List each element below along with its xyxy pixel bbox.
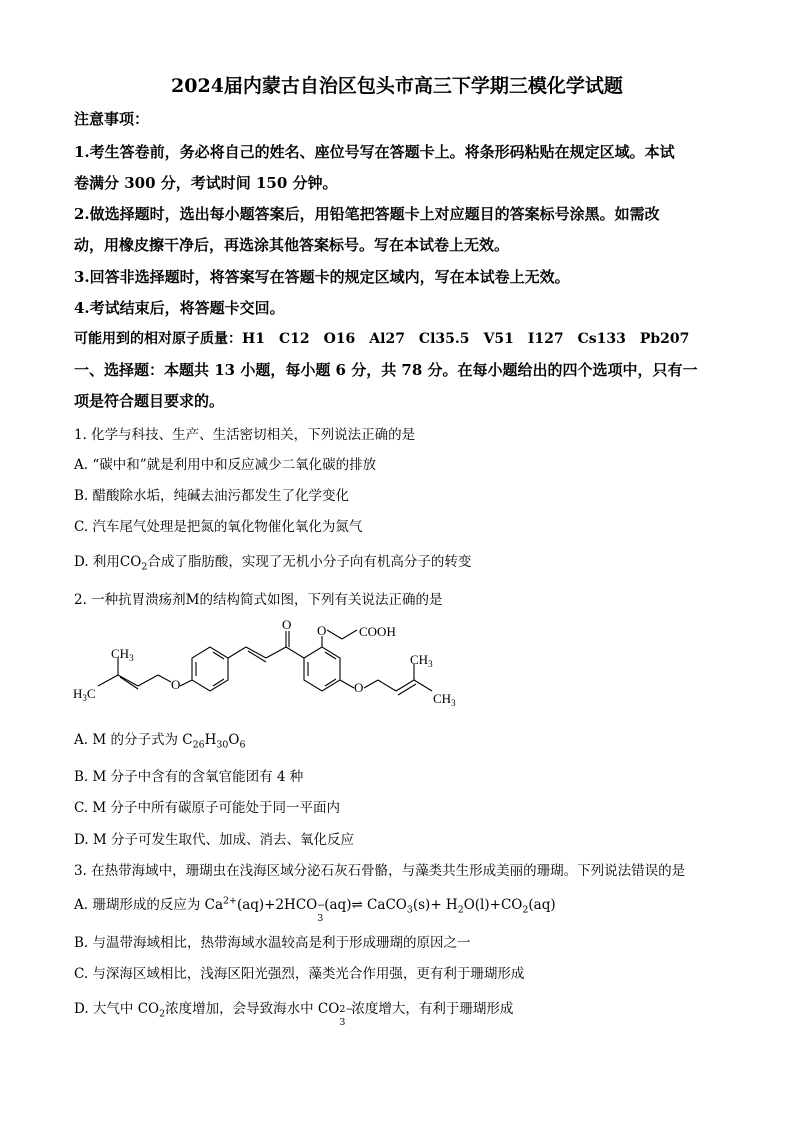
- q1-option-d: D. 利用$CO_2$合成了脂肪酸，实现了无机小分子向有机高分子的转变: [74, 554, 472, 573]
- q3-option-d: D. 大气中 $CO_2$浓度增加，会导致海水中 CO 2− 3 浓度增大，有利于珊瑚形成: [74, 1001, 514, 1028]
- q2-structure-diagram: [70, 618, 490, 718]
- struct-ether-o2: O: [171, 677, 181, 692]
- q3-option-c: C. 与深海区域相比，浅海区阳光强烈，藻类光合作用强，更有利于珊瑚形成: [74, 966, 525, 982]
- q2-option-a: A. M 的分子式为 $C_{26}H_{30}O_6$: [74, 732, 246, 751]
- q3-option-a: A. 珊瑚形成的反应为 $Ca^{2+}(aq)+2HCO$ − 3 (aq)⇌ CaCO$_3$(s)+ $H_2O(l)+CO_2(aq)$: [74, 895, 556, 924]
- struct-cooh: COOH: [359, 624, 396, 639]
- q2-option-c: C. M 分子中所有碳原子可能处于同一平面内: [74, 800, 341, 816]
- q1-option-a: A. “碳中和”就是利用中和反应减少二氧化碳的排放: [74, 457, 377, 473]
- q2-option-b: B. M 分子中含有的含氧官能团有 4 种: [74, 769, 304, 785]
- section-heading-a: 一、选择题：本题共 13 小题，每小题 6 分，共 78 分。在每小题给出的四个选项中，只有一: [74, 361, 698, 379]
- struct-ether-o3: O: [354, 680, 364, 695]
- struct-left-ch3: $CH_3$: [111, 646, 134, 663]
- q1-option-c: C. 汽车尾气处理是把氮的氧化物催化氧化为氮气: [74, 519, 363, 535]
- struct-ketone-o: O: [282, 618, 292, 632]
- section-heading-b: 项是符合题目要求的。: [74, 392, 225, 410]
- notice-item-3: 3.回答非选择题时，将答案写在答题卡的规定区域内，写在本试卷上无效。: [74, 268, 570, 286]
- q1-option-b: B. 醋酸除水垢，纯碱去油污都发生了化学变化: [74, 488, 350, 504]
- notice-heading: 注意事项：: [74, 110, 150, 128]
- struct-h3c: $H_3C$: [73, 686, 96, 703]
- q3-option-b: B. 与温带海域相比，热带海域水温较高是利于形成珊瑚的原因之一: [74, 935, 471, 951]
- notice-item-1a: 1.考生答卷前，务必将自己的姓名、座位号写在答题卡上。将条形码粘贴在规定区域。本试: [74, 143, 675, 161]
- struct-right-ch3-top: $CH_3$: [410, 652, 433, 669]
- q2-option-d: D. M 分子可发生取代、加成、消去、氧化反应: [74, 832, 355, 848]
- notice-item-4: 4.考试结束后，将答题卡交回。: [74, 299, 285, 317]
- struct-ether-o1: O: [317, 623, 327, 638]
- notice-item-2a: 2.做选择题时，选出每小题答案后，用铅笔把答题卡上对应题目的答案标号涂黑。如需改: [74, 205, 660, 223]
- notice-item-2b: 动，用橡皮擦干净后，再选涂其他答案标号。写在本试卷上无效。: [74, 236, 510, 254]
- q1-stem: 1. 化学与科技、生产、生活密切相关，下列说法正确的是: [74, 427, 416, 443]
- struct-right-ch3-bottom: $CH_3$: [433, 691, 456, 708]
- q2-stem: 2. 一种抗胃溃疡剂M的结构简式如图，下列有关说法正确的是: [74, 592, 443, 608]
- atomic-masses: 可能用到的相对原子质量：H1 C12 O16 Al27 Cl35.5 V51 I127 Cs133 Pb207: [74, 331, 690, 347]
- notice-item-1b: 卷满分 300 分，考试时间 150 分钟。: [74, 174, 338, 192]
- q3-stem: 3. 在热带海域中，珊瑚虫在浅海区域分泌石灰石骨骼，与藻类共生形成美丽的珊瑚。下列说法错误的是: [74, 863, 686, 879]
- page-title: 2024届内蒙古自治区包头市高三下学期三模化学试题: [171, 75, 623, 97]
